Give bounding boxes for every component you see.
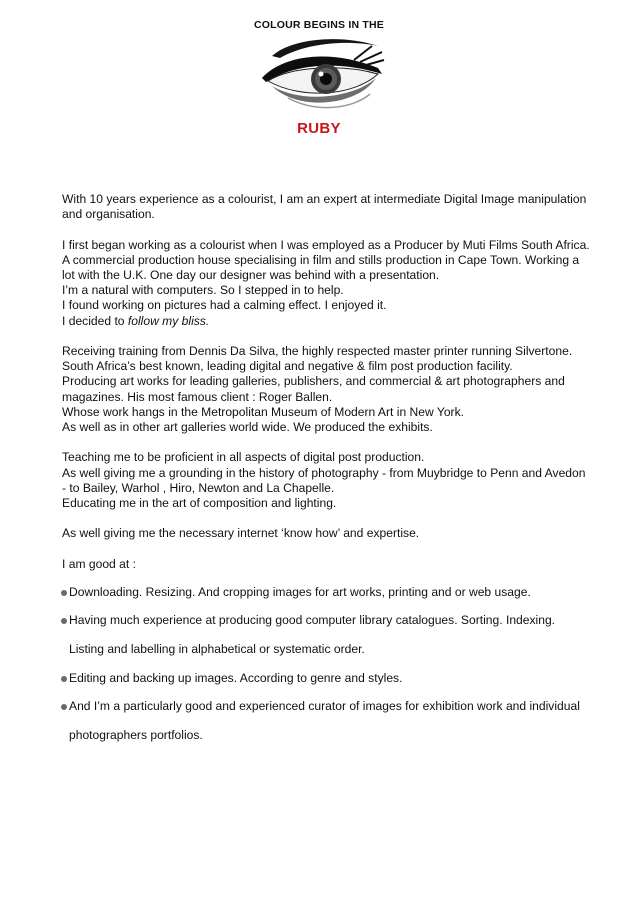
text-line: As well giving me a grounding in the history of photography - from Muybridge to Penn and Avedon xyxy=(62,465,586,480)
text-line: As well as in other art galleries world wide. We produced the exhibits. xyxy=(62,420,433,435)
text-line: Whose work hangs in the Metropolitan Museum of Modern Art in New York. xyxy=(62,404,464,419)
list-item-text: Downloading. Resizing. And cropping images for art works, printing and or web usage. xyxy=(69,585,531,599)
paragraph-training xyxy=(62,344,582,435)
logo-word: RUBY xyxy=(297,120,341,137)
text-line: Educating me in the art of composition and lighting. xyxy=(62,496,337,511)
bullet-icon xyxy=(61,676,67,682)
bullet-icon xyxy=(61,704,67,710)
text-line: I am good at : xyxy=(62,556,136,571)
list-item xyxy=(62,585,582,600)
bullet-icon xyxy=(61,590,67,596)
text-line: Producing art works for leading galleries, publishers, and commercial & art photographers and xyxy=(62,374,565,389)
text-line: I’m a natural with computers. So I stepped in to help. xyxy=(62,283,344,298)
header-logo xyxy=(0,0,638,180)
list-item-text: Having much experience at producing good computer library catalogues. Sorting. Indexing. xyxy=(69,613,556,628)
text-line xyxy=(62,314,582,329)
text-line: and organisation. xyxy=(62,207,155,222)
text-line: South Africa’s best known, leading digital and negative & film post production facility. xyxy=(62,359,513,374)
text-line: As well giving me the necessary internet ‘know how’ and expertise. xyxy=(62,526,420,541)
skills-list xyxy=(62,585,582,743)
eye-icon xyxy=(258,34,386,118)
list-item-text: And I’m a particularly good and experienced curator of images for exhibition work and individual xyxy=(69,698,580,713)
text-line: I first began working as a colourist when I was employed as a Producer by Muti Films South Africa. xyxy=(62,237,590,252)
logo-tagline: COLOUR BEGINS IN THE xyxy=(253,19,384,31)
paragraph-origin xyxy=(62,237,590,329)
list-item xyxy=(62,699,582,714)
list-item-continuation: Listing and labelling in alphabetical or systematic order. xyxy=(69,642,365,657)
text-line: With 10 years experience as a colourist, I am an expert at intermediate Digital Image manipulation xyxy=(62,192,587,206)
paragraph-teaching xyxy=(62,450,586,511)
paragraph-internet xyxy=(62,526,582,541)
list-item-text: Editing and backing up images. According to genre and styles. xyxy=(69,670,403,685)
text-line: Teaching me to be proficient in all aspects of digital post production. xyxy=(62,450,425,465)
text-line: - to Bailey, Warhol , Hiro, Newton and La Chapelle. xyxy=(62,480,335,495)
text-line: A commercial production house specialising in film and stills production in Cape Town. Working a xyxy=(62,252,580,267)
paragraph-skills-intro xyxy=(62,557,582,572)
text-line: lot with the U.K. One day our designer was behind with a presentation. xyxy=(62,268,440,282)
paragraph-experience xyxy=(62,192,587,222)
bullet-icon xyxy=(61,618,67,624)
body-text xyxy=(62,192,590,743)
list-item xyxy=(62,671,582,686)
text-prefix: I decided to xyxy=(62,313,128,328)
text-line: magazines. His most famous client : Roger Ballen. xyxy=(62,389,333,404)
text-line: I found working on pictures had a calming effect. I enjoyed it. xyxy=(62,298,387,313)
text-line: Receiving training from Dennis Da Silva, the highly respected master printer running Silvertone. xyxy=(62,344,573,358)
list-item-continuation: photographers portfolios. xyxy=(69,728,203,743)
list-item xyxy=(62,613,582,628)
italic-phrase: follow my bliss. xyxy=(127,313,210,328)
